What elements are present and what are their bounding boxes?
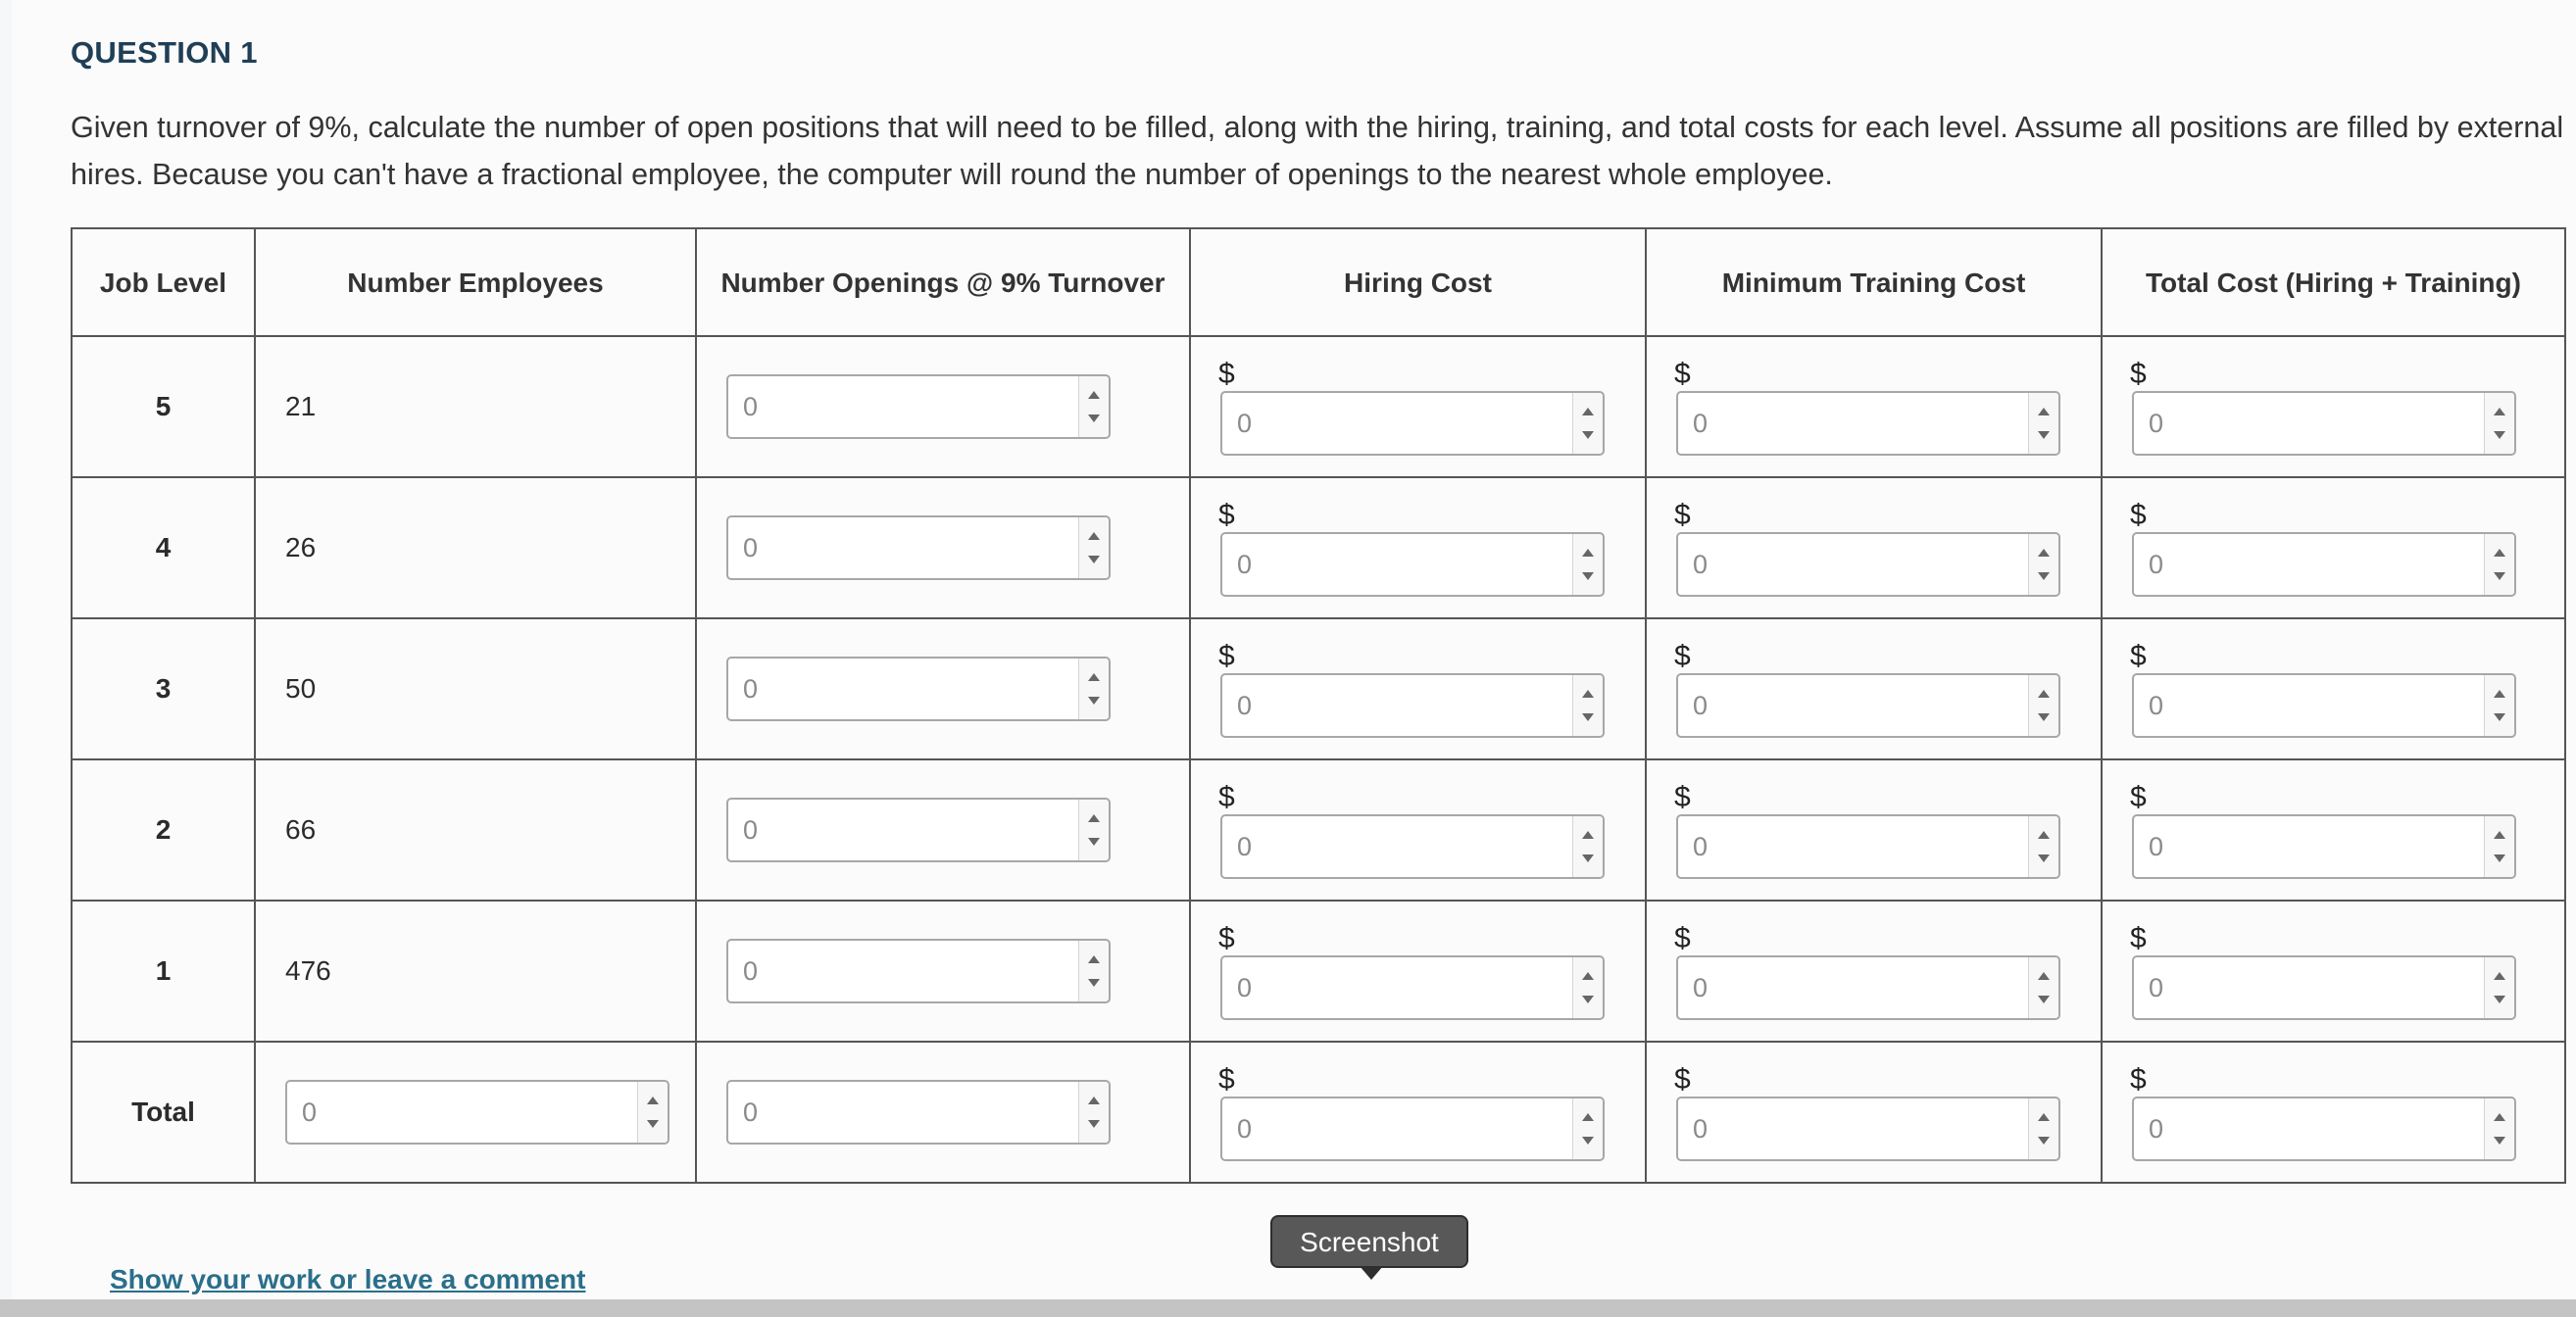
spinner-arrows[interactable] [1078, 658, 1109, 719]
spin-up-icon[interactable] [1088, 532, 1100, 540]
spin-down-icon[interactable] [2038, 713, 2050, 721]
spin-up-icon[interactable] [2494, 690, 2505, 698]
training-cost-input-value: 0 [1693, 409, 1709, 438]
header-hiring-cost: Hiring Cost [1190, 228, 1646, 336]
openings-input[interactable] [726, 515, 1111, 580]
job-level-cell: 4 [72, 477, 255, 618]
spinner-arrows[interactable] [2028, 816, 2058, 877]
total-cost-input[interactable] [2132, 391, 2516, 456]
spin-up-icon[interactable] [2494, 1113, 2505, 1121]
spin-down-icon[interactable] [1088, 1120, 1100, 1128]
total-hiring-cost-cell [1190, 1042, 1646, 1183]
spin-down-icon[interactable] [1582, 713, 1594, 721]
training-cost-input[interactable] [1676, 814, 2060, 879]
job-level-cell: 5 [72, 336, 255, 477]
currency-symbol: $ [2130, 922, 2147, 954]
hiring-cost-cell [1190, 901, 1646, 1042]
spin-down-icon[interactable] [2038, 854, 2050, 862]
total-hiring-cost-input-value: 0 [1237, 1114, 1253, 1144]
spinner-arrows[interactable] [1078, 941, 1109, 1001]
training-cost-cell [1646, 618, 2102, 759]
total-hiring-cost-input[interactable] [1220, 1097, 1605, 1161]
total-label-cell: Total [72, 1042, 255, 1183]
spinner-arrows[interactable] [1078, 800, 1109, 860]
hiring-cost-cell [1190, 759, 1646, 901]
total-row [72, 1042, 2565, 1183]
total-openings-input[interactable] [726, 1080, 1111, 1145]
total-cost-input-value: 0 [2149, 973, 2164, 1002]
currency-symbol: $ [1218, 922, 1235, 954]
spinner-arrows[interactable] [2028, 534, 2058, 595]
spin-down-icon[interactable] [2494, 431, 2505, 439]
cost-table [71, 227, 2566, 1184]
spin-up-icon[interactable] [1582, 831, 1594, 839]
training-cost-input-value: 0 [1693, 550, 1709, 579]
spinner-arrows[interactable] [2028, 393, 2058, 454]
total-cost-input[interactable] [2132, 532, 2516, 597]
openings-input[interactable] [726, 939, 1111, 1003]
hiring-cost-input[interactable] [1220, 532, 1605, 597]
spin-up-icon[interactable] [1088, 391, 1100, 399]
total-employees-input-value: 0 [302, 1098, 318, 1127]
spinner-arrows[interactable] [2484, 393, 2514, 454]
hiring-cost-cell [1190, 477, 1646, 618]
bottom-toolbar [0, 1299, 2576, 1317]
table-row [72, 477, 2565, 618]
total-openings-cell [696, 1042, 1190, 1183]
spin-down-icon[interactable] [1088, 838, 1100, 846]
total-cost-input[interactable] [2132, 814, 2516, 879]
openings-input[interactable] [726, 798, 1111, 862]
spin-up-icon[interactable] [2038, 972, 2050, 980]
spin-up-icon[interactable] [2494, 972, 2505, 980]
training-cost-input[interactable] [1676, 391, 2060, 456]
spinner-arrows[interactable] [2484, 816, 2514, 877]
header-training-cost: Minimum Training Cost [1646, 228, 2102, 336]
show-work-comment-link[interactable]: Show your work or leave a comment [110, 1264, 586, 1294]
openings-cell [696, 901, 1190, 1042]
employees-value: 476 [285, 955, 331, 986]
hiring-cost-input[interactable] [1220, 955, 1605, 1020]
header-row [72, 228, 2565, 336]
spinner-arrows[interactable] [2484, 534, 2514, 595]
currency-symbol: $ [1674, 640, 1691, 672]
employees-cell [255, 618, 696, 759]
spin-down-icon[interactable] [2038, 996, 2050, 1003]
spin-down-icon[interactable] [1582, 1137, 1594, 1145]
spin-up-icon[interactable] [1582, 408, 1594, 415]
job-level-cell: 3 [72, 618, 255, 759]
spinner-arrows[interactable] [1078, 376, 1109, 437]
currency-symbol: $ [1674, 1063, 1691, 1096]
hiring-cost-input-value: 0 [1237, 550, 1253, 579]
spin-down-icon[interactable] [1582, 431, 1594, 439]
currency-symbol: $ [2130, 499, 2147, 531]
spinner-arrows[interactable] [1572, 816, 1603, 877]
spinner-arrows[interactable] [2484, 675, 2514, 736]
spin-up-icon[interactable] [1582, 1113, 1594, 1121]
hiring-cost-input[interactable] [1220, 673, 1605, 738]
currency-symbol: $ [2130, 358, 2147, 390]
currency-symbol: $ [1218, 358, 1235, 390]
total-cost-input-value: 0 [2149, 832, 2164, 861]
spin-up-icon[interactable] [1088, 955, 1100, 963]
question-page [12, 0, 2576, 1299]
spinner-arrows[interactable] [2484, 957, 2514, 1018]
currency-symbol: $ [1674, 358, 1691, 390]
hiring-cost-cell [1190, 336, 1646, 477]
spinner-arrows[interactable] [1078, 1082, 1109, 1143]
spinner-arrows[interactable] [2028, 675, 2058, 736]
spin-down-icon[interactable] [1582, 996, 1594, 1003]
job-level-cell: 1 [72, 901, 255, 1042]
openings-cell [696, 336, 1190, 477]
total-training-cost-cell [1646, 1042, 2102, 1183]
openings-input-value: 0 [743, 956, 759, 986]
currency-symbol: $ [1218, 1063, 1235, 1096]
spin-up-icon[interactable] [2494, 831, 2505, 839]
hiring-cost-input[interactable] [1220, 391, 1605, 456]
spin-up-icon[interactable] [1582, 690, 1594, 698]
openings-input[interactable] [726, 374, 1111, 439]
total-employees-input[interactable] [285, 1080, 669, 1145]
spin-down-icon[interactable] [647, 1120, 659, 1128]
openings-cell [696, 759, 1190, 901]
spin-down-icon[interactable] [2038, 431, 2050, 439]
currency-symbol: $ [1674, 922, 1691, 954]
openings-input-value: 0 [743, 674, 759, 704]
training-cost-cell [1646, 336, 2102, 477]
spin-down-icon[interactable] [2494, 572, 2505, 580]
openings-input[interactable] [726, 657, 1111, 721]
header-job-level: Job Level [72, 228, 255, 336]
spin-up-icon[interactable] [1582, 972, 1594, 980]
employees-cell [255, 901, 696, 1042]
spin-down-icon[interactable] [2494, 713, 2505, 721]
currency-symbol: $ [1218, 640, 1235, 672]
spin-up-icon[interactable] [1088, 1097, 1100, 1104]
spinner-arrows[interactable] [2028, 957, 2058, 1018]
table-row [72, 618, 2565, 759]
spinner-arrows[interactable] [1572, 393, 1603, 454]
spinner-arrows[interactable] [1572, 675, 1603, 736]
currency-symbol: $ [1218, 781, 1235, 813]
total-cost-cell [2102, 901, 2565, 1042]
hiring-cost-input[interactable] [1220, 814, 1605, 879]
table-row [72, 759, 2565, 901]
total-cost-input[interactable] [2132, 955, 2516, 1020]
question-title: QUESTION 1 [71, 35, 258, 70]
spinner-arrows[interactable] [1078, 517, 1109, 578]
spinner-arrows[interactable] [1572, 534, 1603, 595]
training-cost-input-value: 0 [1693, 973, 1709, 1002]
header-number-openings: Number Openings @ 9% Turnover [696, 228, 1190, 336]
total-openings-input-value: 0 [743, 1098, 759, 1127]
employees-value: 66 [285, 814, 317, 845]
spin-up-icon[interactable] [1088, 673, 1100, 681]
spinner-arrows[interactable] [637, 1082, 668, 1143]
spin-down-icon[interactable] [2494, 1137, 2505, 1145]
spin-down-icon[interactable] [1088, 697, 1100, 705]
training-cost-input-value: 0 [1693, 691, 1709, 720]
total-total-cost-cell [2102, 1042, 2565, 1183]
spin-down-icon[interactable] [1088, 979, 1100, 987]
grand-total-cost-input[interactable] [2132, 1097, 2516, 1161]
question-text: Given turnover of 9%, calculate the number of open positions that will need to be filled, along with the hiring, training, and total costs for each level. Assume all positions are filled by external hires. Because you can't have a fractional employee, the computer will round the number of openings to the nearest whole employee. [71, 111, 2564, 191]
spin-up-icon[interactable] [1088, 814, 1100, 822]
spinner-arrows[interactable] [1572, 1098, 1603, 1159]
hiring-cost-input-value: 0 [1237, 409, 1253, 438]
training-cost-input[interactable] [1676, 955, 2060, 1020]
total-training-cost-input-value: 0 [1693, 1114, 1709, 1144]
spin-down-icon[interactable] [1582, 854, 1594, 862]
screenshot-tooltip: Screenshot [1270, 1215, 1468, 1268]
spin-up-icon[interactable] [2038, 549, 2050, 557]
currency-symbol: $ [2130, 1063, 2147, 1096]
currency-symbol: $ [1674, 499, 1691, 531]
employees-cell [255, 336, 696, 477]
spin-down-icon[interactable] [2494, 854, 2505, 862]
spinner-arrows[interactable] [2484, 1098, 2514, 1159]
openings-input-value: 0 [743, 392, 759, 421]
total-cost-input[interactable] [2132, 673, 2516, 738]
spin-down-icon[interactable] [1582, 572, 1594, 580]
spin-up-icon[interactable] [2494, 408, 2505, 415]
hiring-cost-input-value: 0 [1237, 832, 1253, 861]
training-cost-cell [1646, 477, 2102, 618]
employees-value: 50 [285, 673, 317, 704]
hiring-cost-input-value: 0 [1237, 691, 1253, 720]
currency-symbol: $ [2130, 781, 2147, 813]
training-cost-cell [1646, 759, 2102, 901]
header-number-employees: Number Employees [255, 228, 696, 336]
total-cost-cell [2102, 336, 2565, 477]
grand-total-cost-input-value: 0 [2149, 1114, 2164, 1144]
spin-up-icon[interactable] [2038, 408, 2050, 415]
spin-up-icon[interactable] [2038, 690, 2050, 698]
total-cost-cell [2102, 477, 2565, 618]
total-training-cost-input[interactable] [1676, 1097, 2060, 1161]
spinner-arrows[interactable] [1572, 957, 1603, 1018]
spin-down-icon[interactable] [1088, 556, 1100, 563]
table-row [72, 901, 2565, 1042]
spin-down-icon[interactable] [1088, 415, 1100, 422]
openings-input-value: 0 [743, 815, 759, 845]
spin-down-icon[interactable] [2494, 996, 2505, 1003]
openings-input-value: 0 [743, 533, 759, 562]
currency-symbol: $ [1674, 781, 1691, 813]
training-cost-input[interactable] [1676, 532, 2060, 597]
header-total-cost: Total Cost (Hiring + Training) [2102, 228, 2565, 336]
total-cost-input-value: 0 [2149, 691, 2164, 720]
openings-cell [696, 477, 1190, 618]
employees-cell [255, 759, 696, 901]
employees-cell [255, 477, 696, 618]
spin-up-icon[interactable] [2038, 831, 2050, 839]
training-cost-cell [1646, 901, 2102, 1042]
spin-up-icon[interactable] [2494, 549, 2505, 557]
table-row [72, 336, 2565, 477]
currency-symbol: $ [2130, 640, 2147, 672]
openings-cell [696, 618, 1190, 759]
total-cost-input-value: 0 [2149, 409, 2164, 438]
spin-up-icon[interactable] [647, 1097, 659, 1104]
employees-value: 26 [285, 532, 317, 562]
spin-up-icon[interactable] [1582, 549, 1594, 557]
training-cost-input-value: 0 [1693, 832, 1709, 861]
currency-symbol: $ [1218, 499, 1235, 531]
job-level-cell: 2 [72, 759, 255, 901]
spin-down-icon[interactable] [2038, 1137, 2050, 1145]
total-employees-cell [255, 1042, 696, 1183]
total-cost-cell [2102, 759, 2565, 901]
spinner-arrows[interactable] [2028, 1098, 2058, 1159]
hiring-cost-input-value: 0 [1237, 973, 1253, 1002]
employees-value: 21 [285, 391, 317, 421]
total-cost-cell [2102, 618, 2565, 759]
spin-up-icon[interactable] [2038, 1113, 2050, 1121]
hiring-cost-cell [1190, 618, 1646, 759]
total-cost-input-value: 0 [2149, 550, 2164, 579]
spin-down-icon[interactable] [2038, 572, 2050, 580]
training-cost-input[interactable] [1676, 673, 2060, 738]
